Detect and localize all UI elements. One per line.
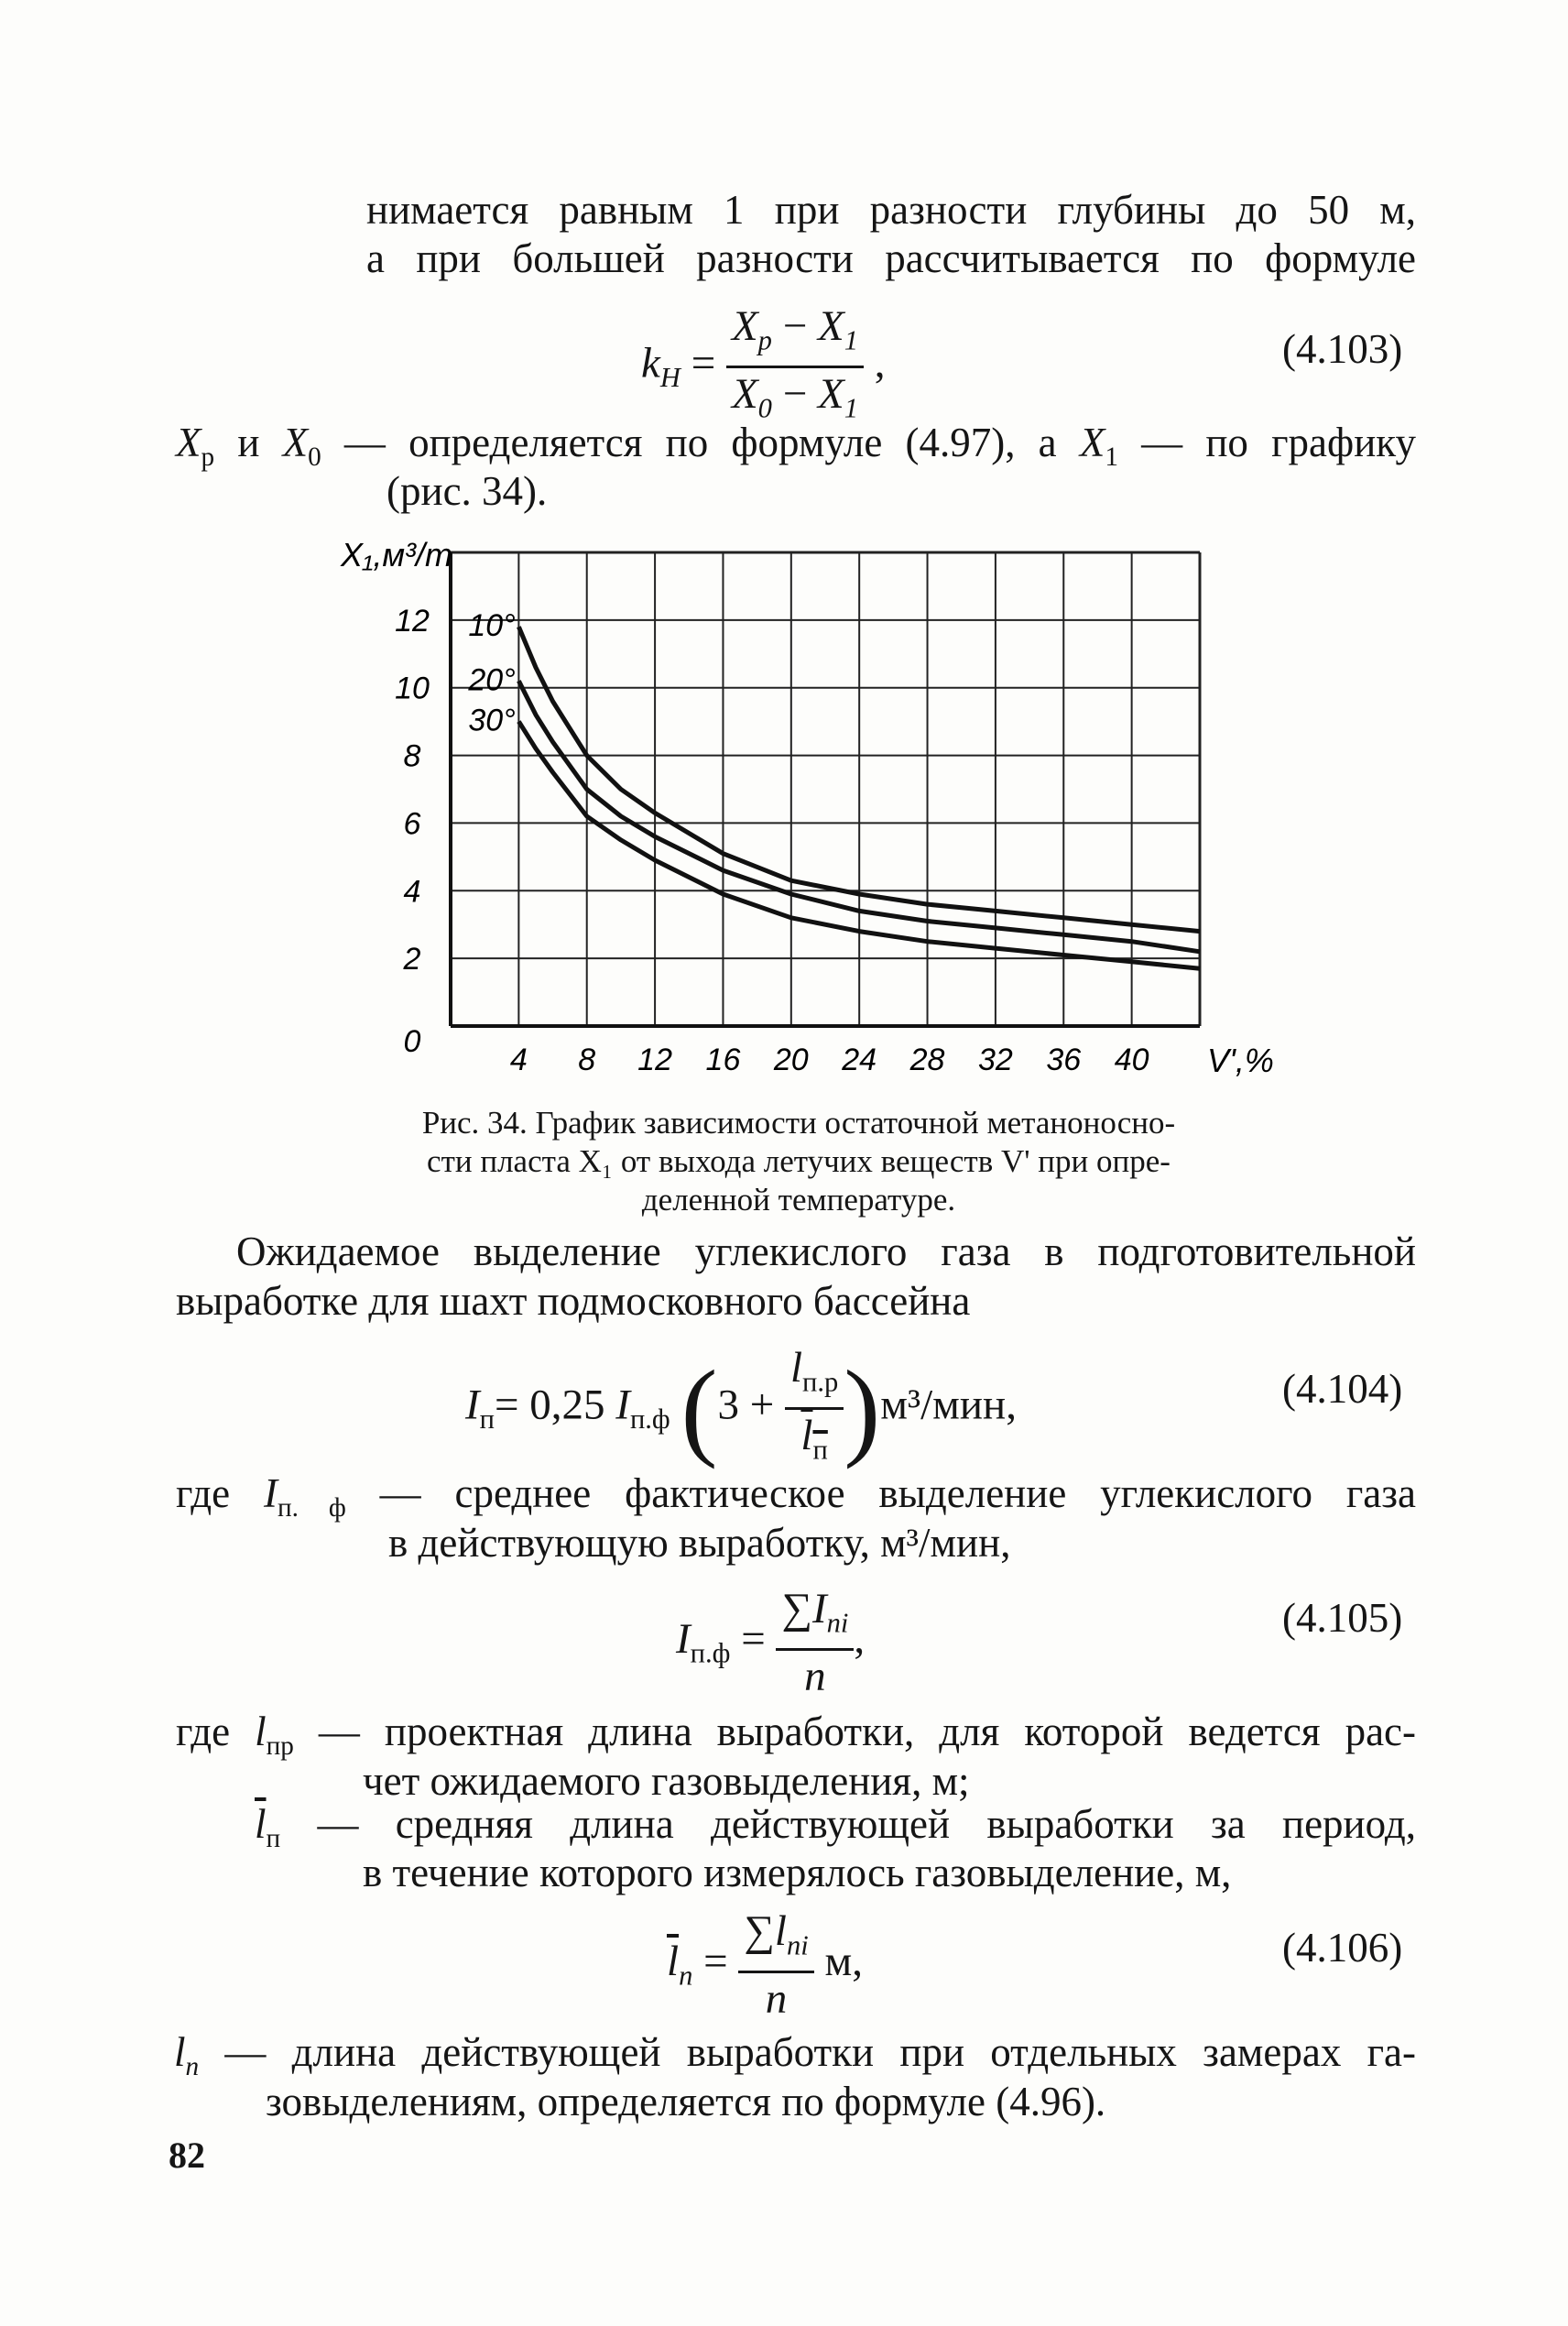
y-tick-label-10: 10: [395, 671, 430, 706]
series-line-3: [518, 722, 1200, 969]
y-tick-label-6: 6: [403, 806, 421, 842]
equation-4-103-label: (4.103): [1282, 326, 1403, 372]
x-tick-label-20: 20: [773, 1043, 809, 1077]
xp-definition-line-1: $X_р$ и $X_0$ — определяется по формуле (4.97), а $X_1$ — по графику: [176, 420, 1416, 472]
gde-2-line-2: чет ожидаемого газовыделения, м;: [363, 1758, 970, 1804]
equation-4-105-label: (4.105): [1282, 1595, 1403, 1641]
y-tick-label-0: 0: [403, 1024, 421, 1059]
chart-grid: [451, 552, 1200, 1026]
equation-4-106-label: (4.106): [1282, 1925, 1403, 1971]
equation-4-106: $\overline{l}_n$ = $\frac{\sum l_{ni}}{n}$ м,: [667, 1907, 863, 2024]
x-tick-label-32: 32: [977, 1043, 1013, 1077]
x-axis-label: V',%: [1207, 1042, 1274, 1079]
gde-3-line-1: $\overline{l}_п$ — средняя длина действующей выработки за период,: [255, 1801, 1416, 1853]
caption-line-2: сти пласта X₁ от выхода летучих веществ V' при опре-: [427, 1143, 1171, 1179]
equation-4-104-label: (4.104): [1282, 1366, 1403, 1412]
chart-labels: [340, 536, 1274, 1079]
gde-3-line-2: в течение которого измерялось газовыделение, м,: [363, 1850, 1232, 1895]
series-label-1: 10°: [468, 608, 516, 644]
ln-definition-line-2: зовыделениям, определяется по формуле (4.96).: [266, 2079, 1106, 2124]
y-tick-label-4: 4: [403, 874, 421, 910]
gde-1-line-1: где $I_{п. ф}$ — среднее фактическое выделение углекислого газа: [176, 1470, 1416, 1523]
x-tick-label-4: 4: [509, 1043, 528, 1077]
figure-caption: [341, 1104, 1257, 1219]
equation-4-104: $I_п= 0,25$ $I_{п.ф}$ (3 + $\frac{l_{п.р}}{l_п}$ )м³/мин,: [465, 1344, 1017, 1469]
series-line-1: [518, 627, 1200, 931]
series-label-2: 20°: [468, 662, 516, 698]
equation-4-105: $I_{п.ф}$ = $\frac{\sum I_{ni}}{n}$ ,: [676, 1585, 866, 1701]
y-tick-label-2: 2: [403, 942, 421, 977]
gde-1-line-2: в действующую выработку, м³/мин,: [388, 1520, 1011, 1566]
caption-line-1: Рис. 34. График зависимости остаточной метаноносно-: [421, 1105, 1176, 1141]
ln-definition-line-1: $l_n$ — длина действующей выработки при отдельных замерах га-: [174, 2029, 1416, 2081]
x-tick-label-8: 8: [578, 1043, 596, 1077]
gde-2-line-1: где $l_{пр}$ — проектная длина выработки, для которой ведется рас-: [176, 1709, 1417, 1761]
para2-line-2: выработке для шахт подмосковного бассейна: [176, 1278, 971, 1324]
y-tick-label-12: 12: [395, 603, 430, 639]
y-tick-label-8: 8: [403, 738, 421, 774]
series-label-3: 30°: [468, 703, 516, 738]
chart-series: [518, 627, 1200, 968]
para2-line-1: Ожидаемое выделение углекислого газа в подготовительной: [236, 1229, 1416, 1274]
xp-definition-line-2: (рис. 34).: [387, 468, 548, 514]
x-tick-label-16: 16: [705, 1043, 741, 1077]
x-tick-label-40: 40: [1114, 1043, 1149, 1077]
equation-4-103: $k_H$ = $\frac{X_р - X_1}{X_0 - X_1}$ ,: [641, 302, 886, 424]
x-tick-label-28: 28: [909, 1043, 945, 1077]
intro-line-2: а при большей разности рассчитывается по формуле: [366, 235, 1416, 281]
page-number: 82: [169, 2135, 205, 2176]
x-tick-label-12: 12: [637, 1043, 673, 1077]
caption-line-3: деленной температуре.: [641, 1182, 956, 1218]
intro-line-1: нимается равным 1 при разности глубины до 50 м,: [366, 187, 1416, 233]
x-tick-label-24: 24: [842, 1043, 877, 1077]
x-tick-label-36: 36: [1046, 1043, 1082, 1077]
y-axis-label: X₁,м³/т: [341, 536, 453, 573]
series-line-2: [518, 681, 1200, 952]
